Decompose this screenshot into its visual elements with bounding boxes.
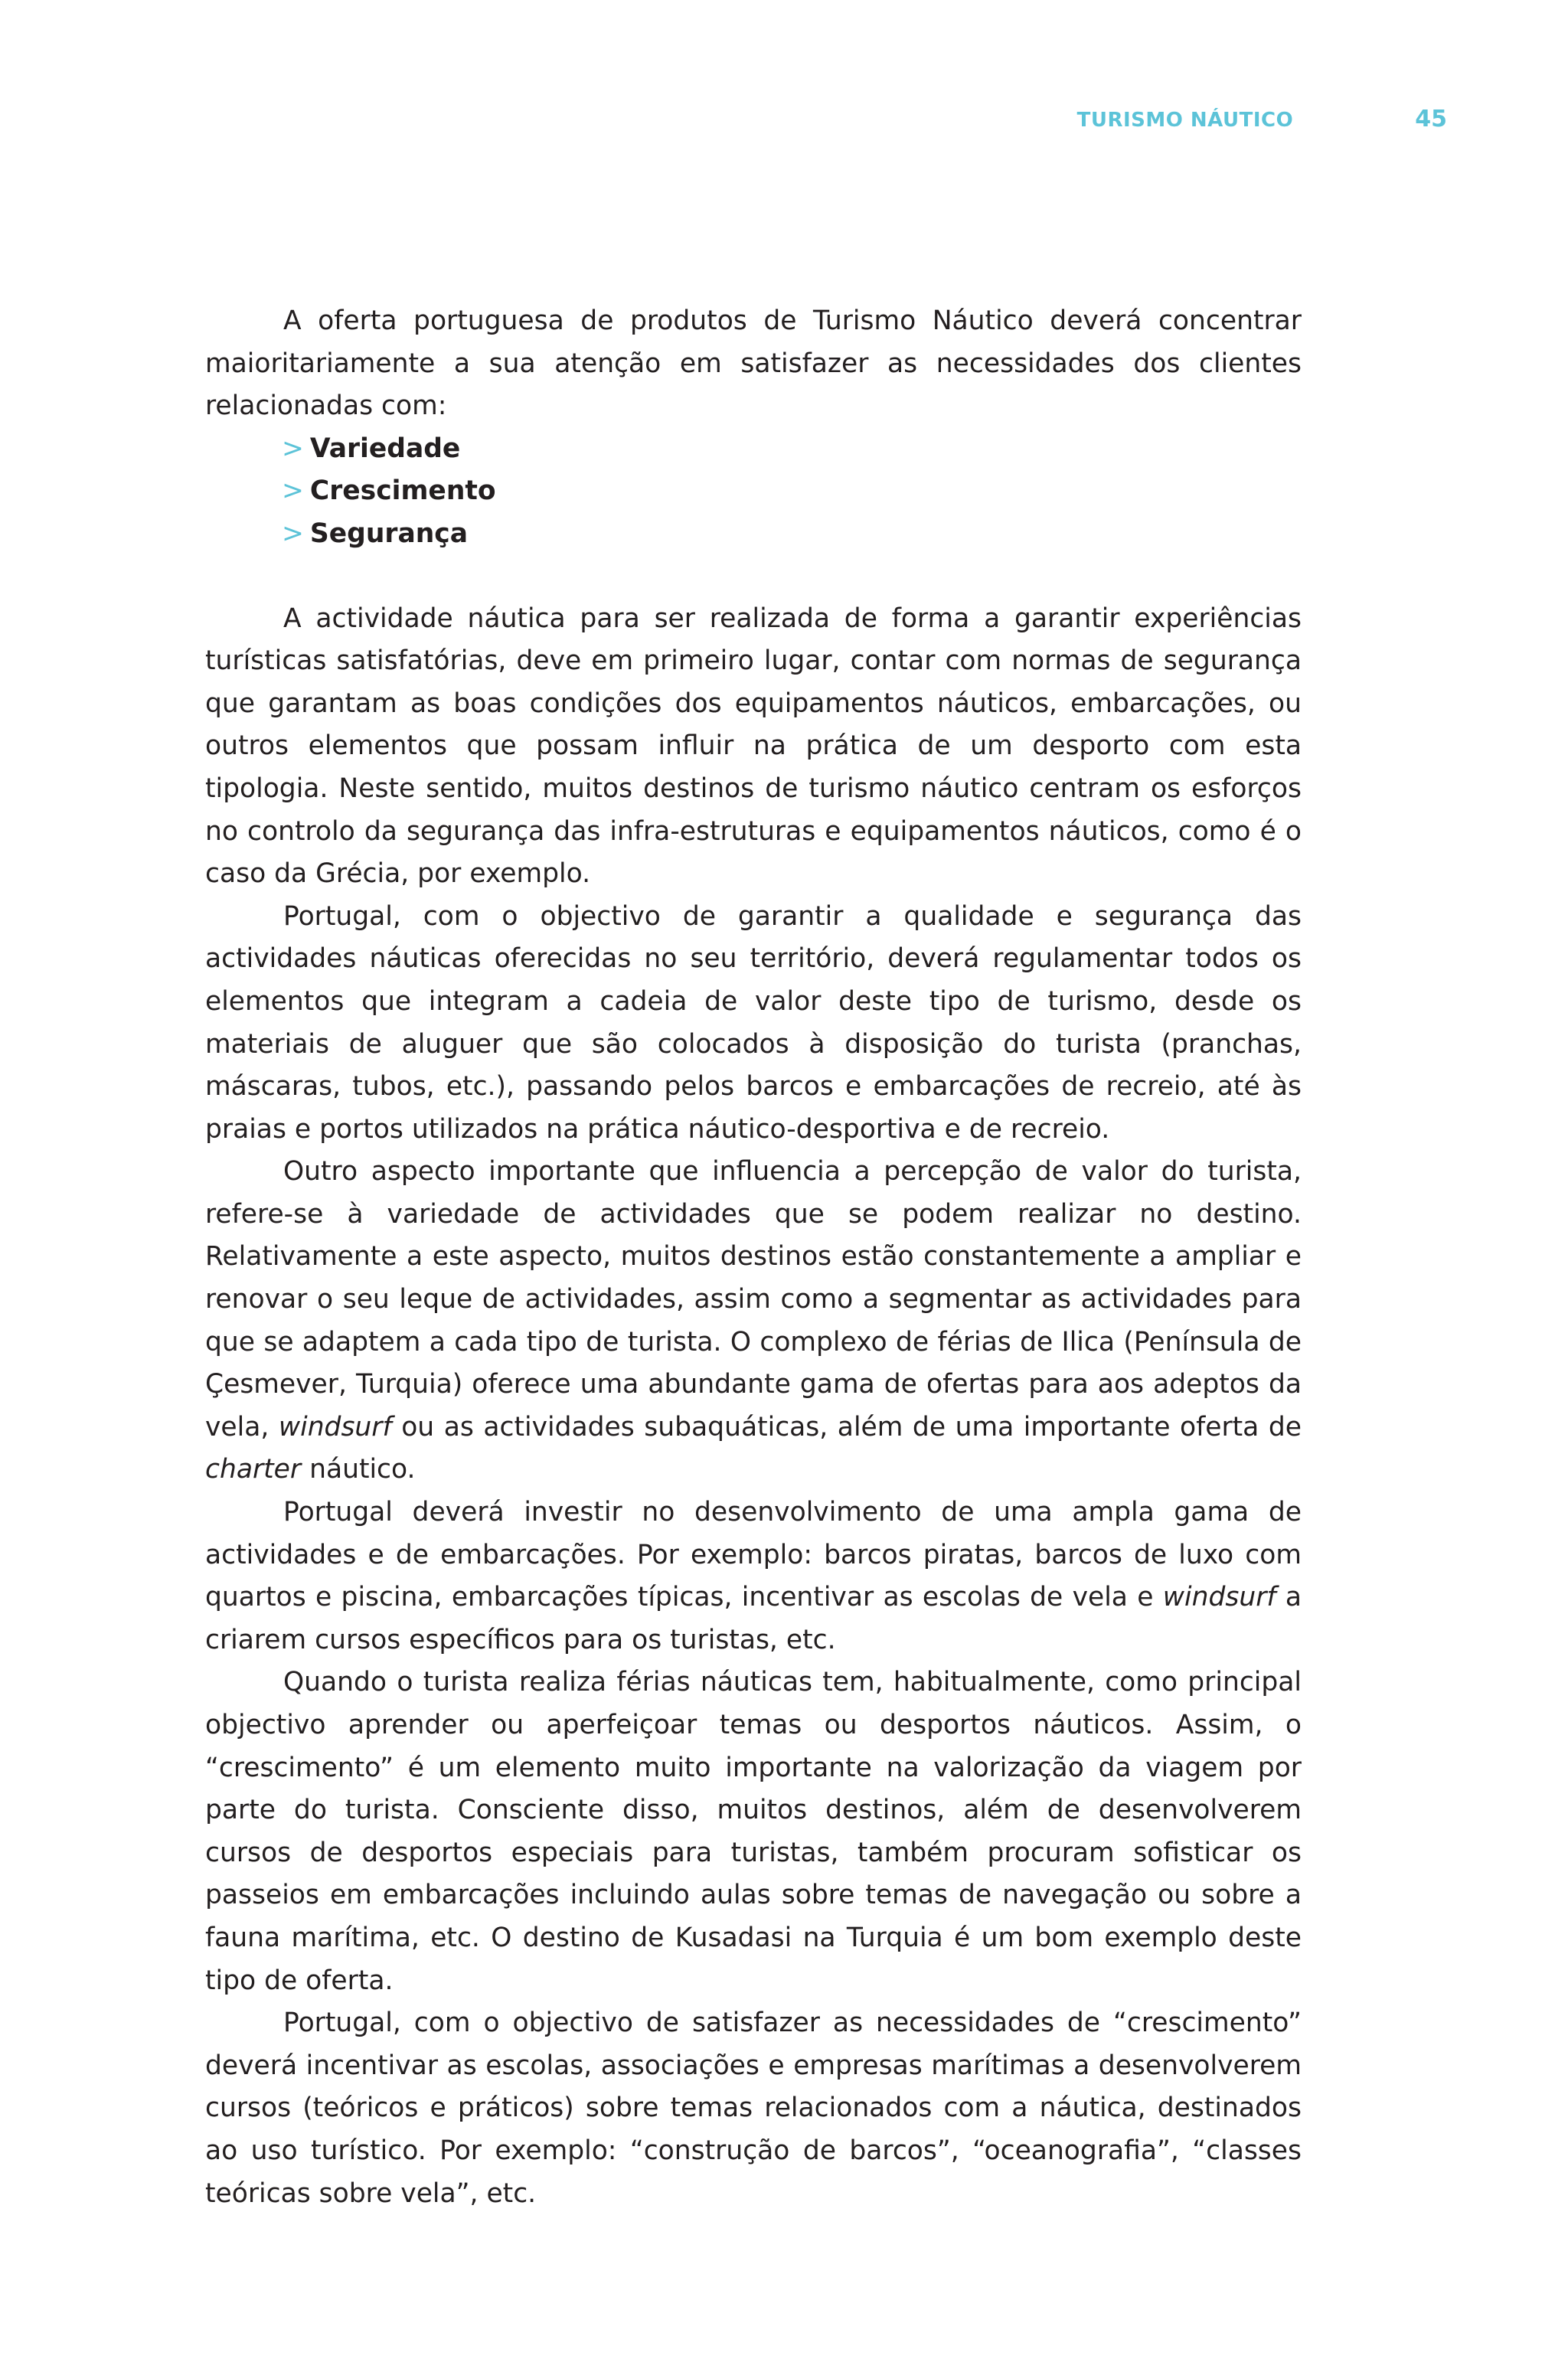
list-item-label: Crescimento (309, 475, 496, 507)
paragraph-safety-portugal: Portugal, com o objectivo de garantir a qualidade e segurança das actividades náuticas oferecidas no seu território, deverá regulamentar todos os elementos que integram a cadeia de valor deste tipo de turismo, desde os materiais de aluguer que são colocados à disposição do turista (pranchas, máscaras, tubos, etc.), passando pelos barcos e embarcações de recreio, até às praias e portos utilizados na prática náutico-desportiva e de recreio. (205, 900, 1302, 1145)
italic-term: windsurf (1162, 1582, 1276, 1613)
paragraph-safety: A actividade náutica para ser realizada de forma a garantir experiências turísticas satisfatórias, deve em primeiro lugar, contar com normas de segurança que garantam as boas condições dos equipamentos náuticos, embarcações, ou outros elementos que possam influir na prática de um desporto com esta tipologia. Neste sentido, muitos destinos de turismo náutico centram os esforços no controlo da segurança das infra-estruturas e equipamentos náuticos, como é o caso da Grécia, por exemplo. (205, 603, 1302, 890)
list-item-label: Variedade (309, 433, 461, 464)
bullet-arrow-icon: > (282, 433, 304, 464)
bullet-arrow-icon: > (282, 518, 304, 549)
italic-term: charter (205, 1454, 302, 1485)
paragraph-growth-portugal: Portugal, com o objectivo de satisfazer as necessidades de “crescimento” deverá incentivar as escolas, associações e empresas marítimas a desenvolverem cursos (teóricos e práticos) sobre temas relacionados com a náutica, destinados ao uso turístico. Por exemplo: “construção de barcos”, “oceanografia”, “classes teóricas sobre vela”, etc. (205, 2008, 1302, 2209)
paragraph-variety: Outro aspecto importante que influencia a percepção de valor do turista, refere-se à variedade de actividades que se podem realizar no destino. Relativamente a este aspecto, muitos destinos estão constantemente a ampliar e renovar o seu leque de actividades, assim como a segmentar as actividades para que se adaptem a cada tipo de turista. O complexo de férias de Ilica (Península de Çesmever, Turquia) oferece uma abundante gama de ofertas para aos adeptos da vela, windsurf ou as actividades subaquáticas, além de uma importante oferta de charter náutico. (205, 1156, 1302, 1485)
paragraph-variety-portugal: Portugal deverá investir no desenvolvimento de uma ampla gama de actividades e de embarcações. Por exemplo: barcos piratas, barcos de luxo com quartos e piscina, embarcações típicas, incentivar as escolas de vela e windsurf a criarem cursos específicos para os turistas, etc. (205, 1497, 1302, 1655)
running-header (1077, 106, 1447, 132)
page-number: 45 (1415, 106, 1447, 132)
list-item (282, 513, 1302, 556)
list-item-label: Segurança (309, 518, 469, 549)
intro-paragraph: A oferta portuguesa de produtos de Turismo Náutico deverá concentrar maioritariamente a sua atenção em satisfazer as necessidades dos clientes relacionadas com: (205, 305, 1302, 422)
italic-term: windsurf (278, 1411, 392, 1442)
needs-list (205, 428, 1302, 556)
body-text (205, 300, 1302, 2215)
list-item (282, 428, 1302, 471)
bullet-arrow-icon: > (282, 475, 304, 507)
list-item (282, 470, 1302, 513)
paragraph-growth: Quando o turista realiza férias náuticas tem, habitualmente, como principal objectivo aprender ou aperfeiçoar temas ou desportos náuticos. Assim, o “crescimento” é um elemento muito importante na valorização da viagem por parte do turista. Consciente disso, muitos destinos, além de desenvolverem cursos de desportos especiais para turistas, também procuram sofisticar os passeios em embarcações incluindo aulas sobre temas de navegação ou sobre a fauna marítima, etc. O destino de Kusadasi na Turquia é um bom exemplo deste tipo de oferta. (205, 1667, 1302, 1996)
section-title: TURISMO NÁUTICO (1076, 109, 1294, 132)
